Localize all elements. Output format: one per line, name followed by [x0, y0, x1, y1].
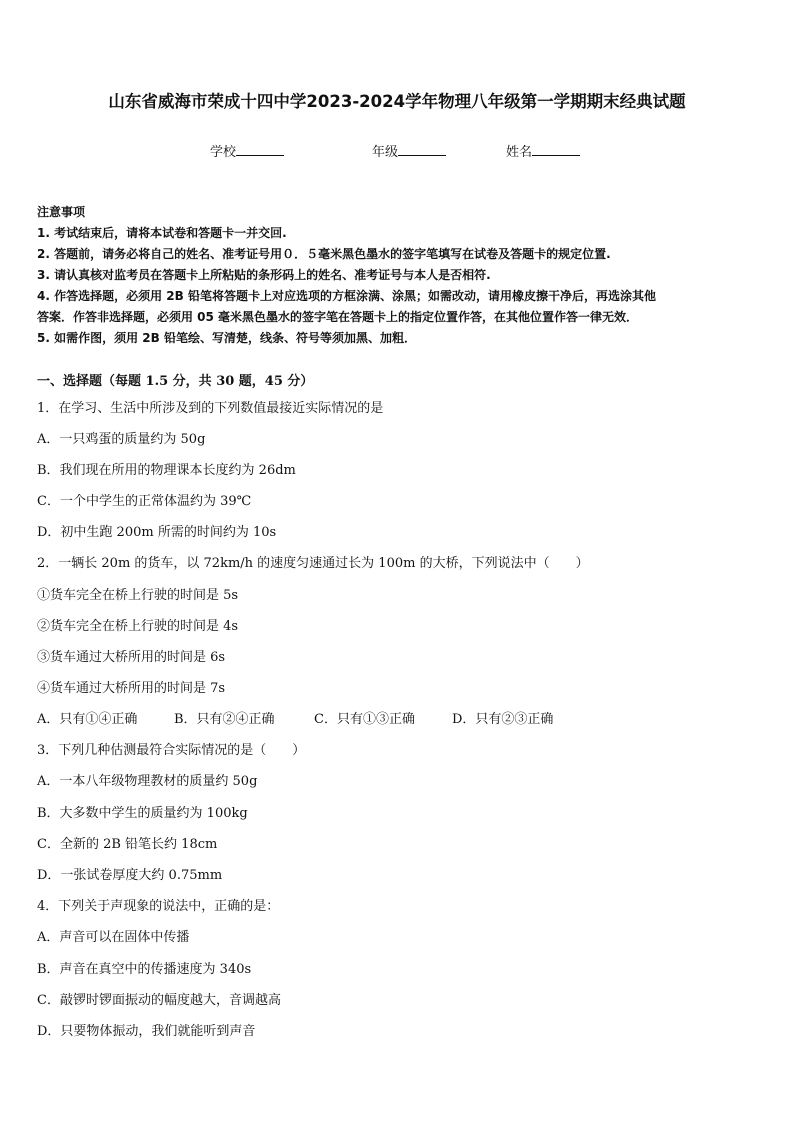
- student-info-fields: [0, 141, 794, 161]
- exam-title: 山东省威海市荣成十四中学2023-2024学年物理八年级第一学期期末经典试题: [108, 92, 686, 111]
- answer-option: D．初中生跑 200m 所需的时间约为 10s: [37, 525, 277, 540]
- answer-option: B．只有②④正确: [174, 712, 275, 727]
- answer-option: C．只有①③正确: [314, 712, 415, 727]
- answer-option: D．一张试卷厚度大约 0.75mm: [37, 868, 223, 883]
- question-stem: 4．下列关于声现象的说法中，正确的是：: [37, 899, 280, 914]
- statement-item: ②货车完全在桥上行驶的时间是 4s: [37, 619, 239, 634]
- grade-field: [372, 141, 446, 160]
- name-label: 姓名: [506, 145, 533, 160]
- notice-line: 5. 如需作图，须用 2B 铅笔绘、写清楚，线条、符号等须加黑、加粗．: [37, 331, 416, 345]
- answer-option: B．我们现在所用的物理课本长度约为 26dm: [37, 463, 296, 478]
- statement-item: ③货车通过大桥所用的时间是 6s: [37, 650, 226, 665]
- question-stem: 2．一辆长 20m 的货车，以 72km/h 的速度匀速通过长为 100m 的大桥，下列说法中（ ）: [37, 556, 589, 571]
- statement-item: ④货车通过大桥所用的时间是 7s: [37, 681, 226, 696]
- name-blank: [532, 143, 580, 156]
- answer-option: A．只有①④正确: [37, 712, 138, 727]
- notice-line: 3. 请认真核对监考员在答题卡上所粘贴的条形码上的姓名、准考证号与本人是否相符.: [37, 268, 491, 282]
- answer-option: B．声音在真空中的传播速度为 340s: [37, 962, 252, 977]
- notice-line: 2. 答题前，请务必将自己的姓名、准考证号用０．５毫米黑色墨水的签字笔填写在试卷及答题卡的规定位置.: [37, 247, 611, 261]
- answer-option: B．大多数中学生的质量约为 100kg: [37, 806, 248, 821]
- statement-item: ①货车完全在桥上行驶的时间是 5s: [37, 588, 239, 603]
- school-field: [210, 141, 284, 160]
- answer-option: D．只要物体振动，我们就能听到声音: [37, 1024, 256, 1039]
- answer-option: A．一本八年级物理教材的质量约 50g: [37, 774, 258, 789]
- answer-option: C．全新的 2B 铅笔长约 18cm: [37, 837, 218, 852]
- notice-line: 1. 考试结束后，请将本试卷和答题卡一并交回.: [37, 226, 287, 240]
- question-stem: 1．在学习、生活中所涉及到的下列数值最接近实际情况的是: [37, 401, 384, 416]
- school-blank: [236, 143, 284, 156]
- name-field: [506, 141, 580, 160]
- grade-label: 年级: [372, 145, 399, 160]
- notice-heading: 注意事项: [37, 205, 86, 219]
- grade-blank: [398, 143, 446, 156]
- answer-options-row: [37, 708, 757, 726]
- answer-option: C．敲锣时锣面振动的幅度越大，音调越高: [37, 993, 281, 1008]
- school-label: 学校: [210, 145, 237, 160]
- question-stem: 3．下列几种估测最符合实际情况的是（ ）: [37, 743, 306, 758]
- answer-option: A．一只鸡蛋的质量约为 50g: [37, 432, 206, 447]
- notice-line: 答案．作答非选择题，必须用 05 毫米黑色墨水的签字笔在答题卡上的指定位置作答，在其他位置作答一律无效．: [37, 310, 639, 324]
- section-heading: 一、选择题（每题 1.5 分，共 30 题，45 分）: [37, 374, 314, 389]
- answer-option: A．声音可以在固体中传播: [37, 930, 190, 945]
- notice-line: 4. 作答选择题，必须用 2B 铅笔将答题卡上对应选项的方框涂满、涂黑；如需改动，请用橡皮擦干净后，再选涂其他: [37, 289, 656, 303]
- answer-option: C．一个中学生的正常体温约为 39℃: [37, 494, 252, 509]
- answer-option: D．只有②③正确: [452, 712, 554, 727]
